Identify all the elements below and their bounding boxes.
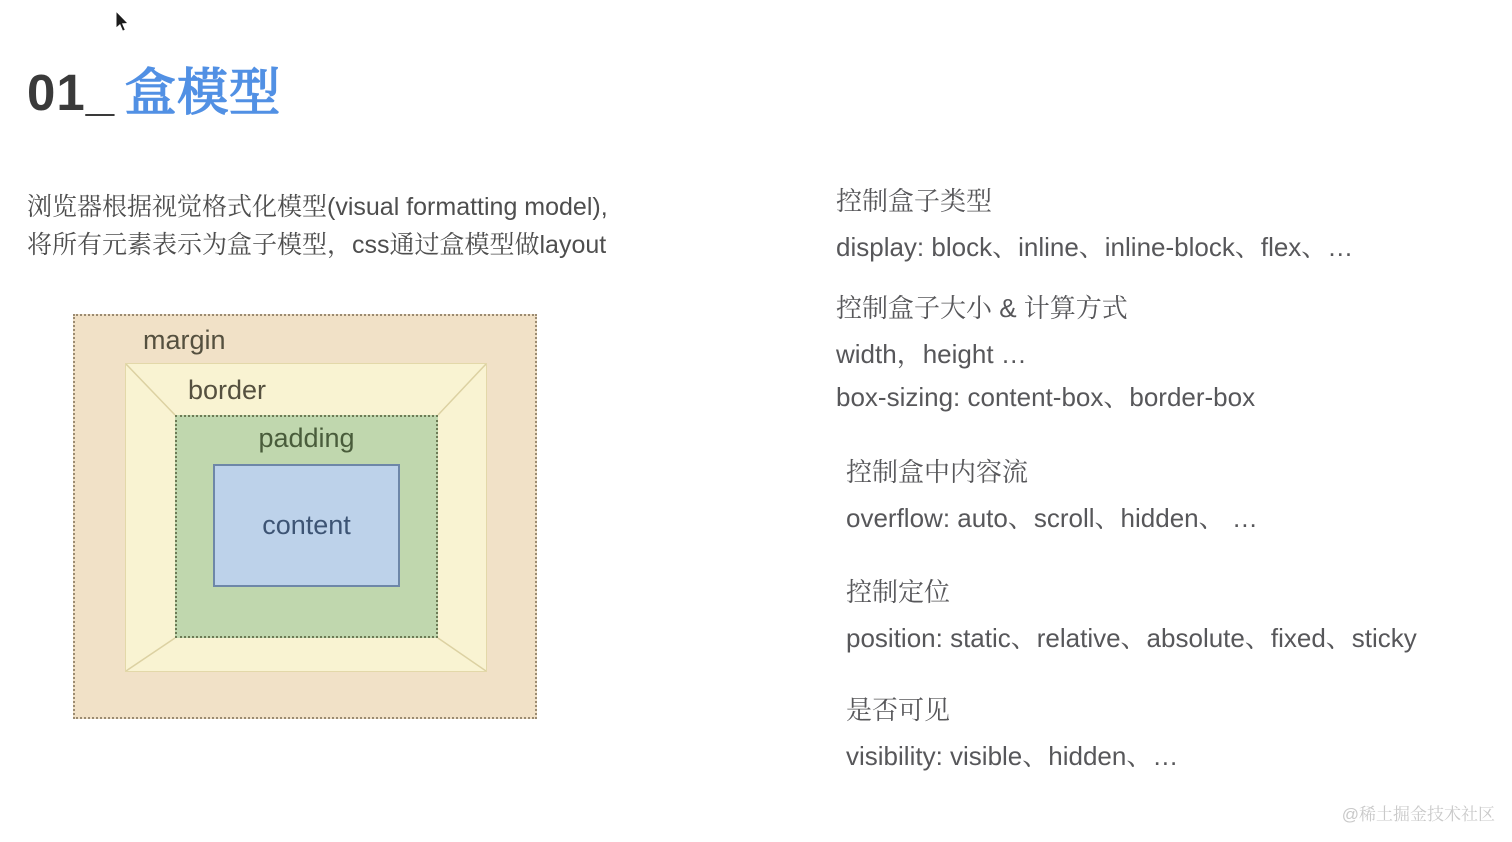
section-positioning (846, 575, 1417, 660)
intro-line: 将所有元素表示为盒子模型，css通过盒模型做layout (27, 231, 607, 259)
border-label: border (188, 375, 267, 405)
watermark: @稀土掘金技术社区 (1341, 805, 1495, 824)
section-line: box-sizing: content-box、border-box (836, 382, 1256, 412)
section-line: visibility: visible、hidden、… (846, 741, 1179, 771)
padding-label: padding (258, 423, 355, 453)
border-box (125, 363, 487, 672)
page-title (27, 65, 281, 121)
section-heading: 是否可见 (846, 695, 951, 725)
section-line: width，height … (836, 339, 1027, 369)
content-label: content (262, 510, 351, 540)
section-box-size (836, 291, 1255, 419)
section-box-type (836, 184, 1353, 269)
section-line: position: static、relative、absolute、fixed、sticky (846, 623, 1417, 653)
padding-box (175, 415, 438, 638)
section-heading: 控制盒子类型 (836, 186, 993, 216)
section-heading: 控制盒子大小 & 计算方式 (836, 293, 1128, 323)
section-visibility (846, 693, 1178, 778)
margin-label: margin (143, 325, 226, 355)
mouse-cursor-icon (115, 11, 131, 35)
intro-line: 浏览器根据视觉格式化模型(visual formatting model), (27, 193, 608, 221)
title-number: 01_ (27, 64, 116, 122)
section-line: display: block、inline、inline-block、flex、… (836, 232, 1354, 262)
title-accent-text: 盒模型 (125, 64, 282, 122)
intro-paragraph (27, 188, 608, 264)
content-box (213, 464, 400, 587)
box-model-diagram-margin-box (73, 314, 537, 719)
section-heading: 控制盒中内容流 (846, 457, 1029, 487)
section-content-flow (846, 455, 1258, 540)
section-line: overflow: auto、scroll、hidden、 … (846, 503, 1258, 533)
section-heading: 控制定位 (846, 577, 951, 607)
